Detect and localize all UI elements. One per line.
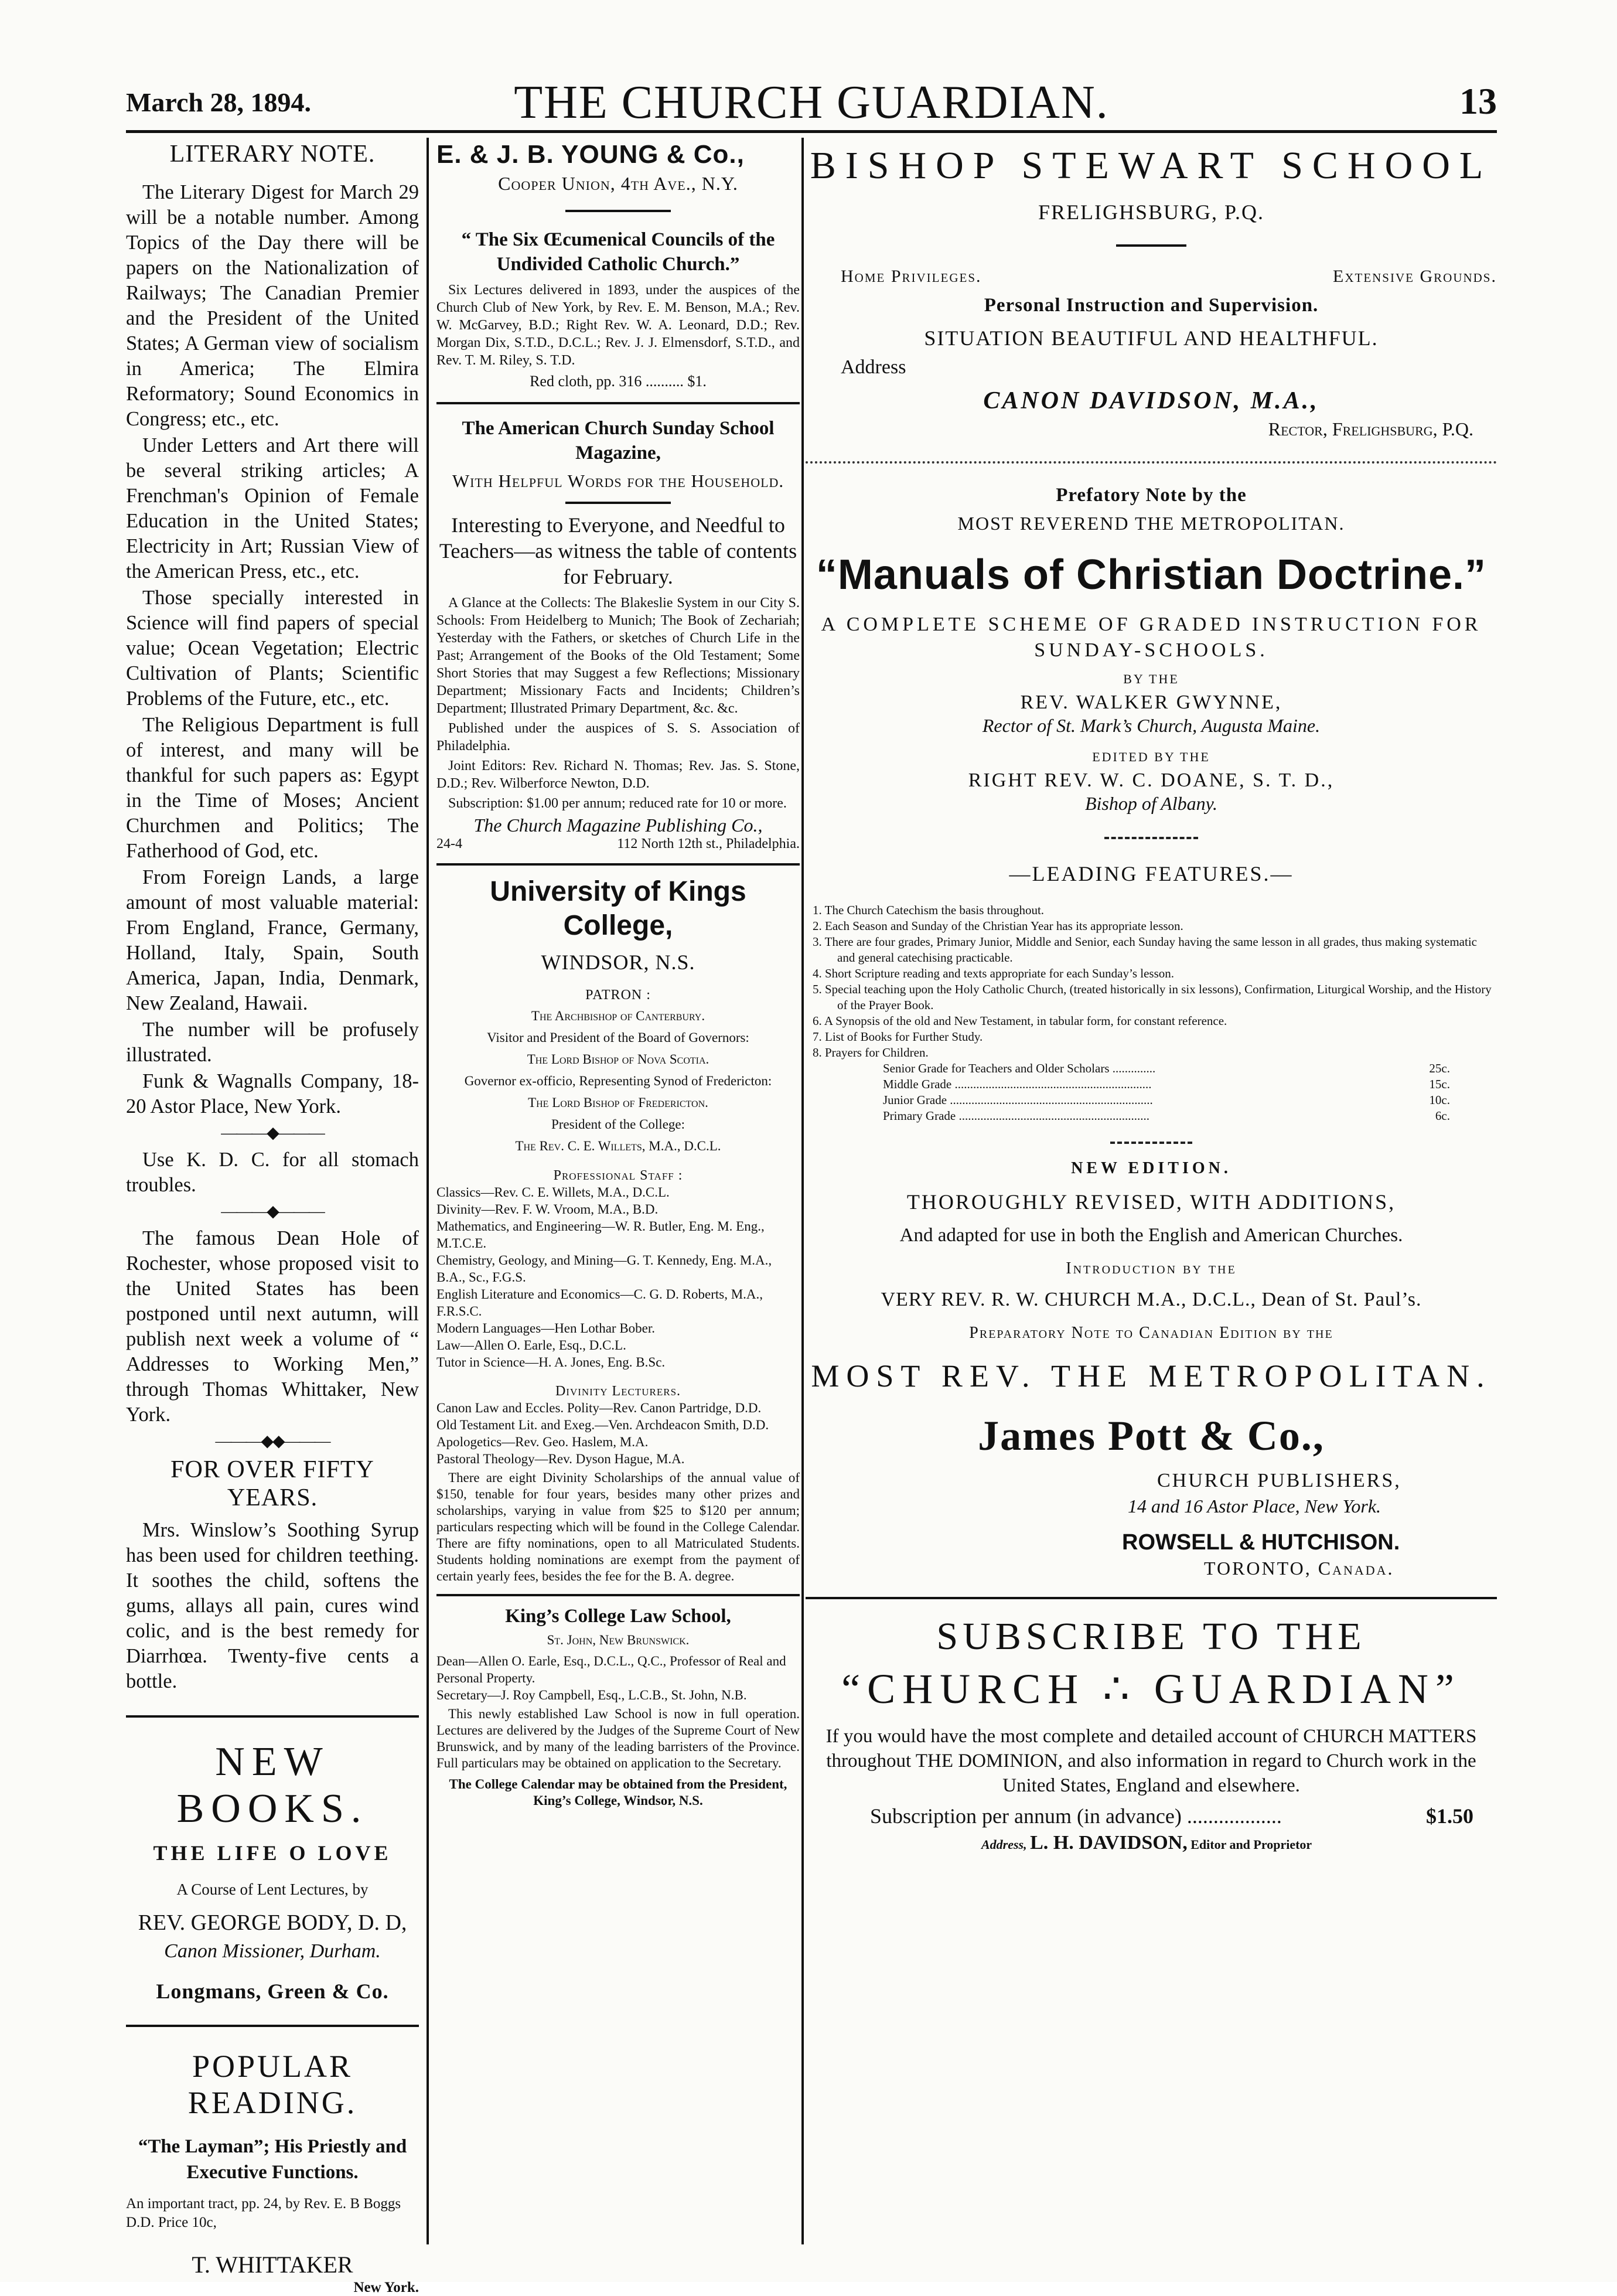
ornament-divider: ———◆——— bbox=[221, 1124, 324, 1142]
lecturer-entry: Apologetics—Rev. Geo. Haslem, M.A. bbox=[436, 1435, 649, 1449]
metropolitan-title: MOST REV. THE METROPOLITAN. bbox=[811, 1358, 1492, 1394]
magazine-address: 112 North 12th st., Philadelphia. bbox=[617, 836, 800, 851]
divider-rule bbox=[1116, 244, 1186, 247]
divider-rule bbox=[565, 210, 671, 212]
paragraph: Under Letters and Art there will be several striking articles; A Frenchman's Opinion of Female Education in the United States; Electricity in Art; Russian View of the American Press, etc., etc. bbox=[126, 434, 419, 582]
divider-rule bbox=[126, 2025, 419, 2027]
section-heading: LITERARY NOTE. bbox=[169, 141, 376, 168]
publisher-name: James Pott & Co., bbox=[978, 1412, 1325, 1459]
ornament-divider: ———◆◆——— bbox=[215, 1432, 330, 1450]
publisher-address: 14 and 16 Astor Place, New York. bbox=[1128, 1496, 1381, 1517]
paragraph: Funk & Wagnalls Company, 18-20 Astor Place, New York. bbox=[126, 1070, 419, 1118]
advertiser-address: Cooper Union, 4th Ave., N.Y. bbox=[498, 173, 738, 194]
divider-rule bbox=[126, 1715, 419, 1718]
metropolitan-line: MOST REVEREND THE METROPOLITAN. bbox=[957, 513, 1345, 534]
newspaper-title: THE CHURCH GUARDIAN. bbox=[514, 77, 1109, 128]
staff-list bbox=[436, 1184, 800, 1371]
grade-price: 10c. bbox=[1429, 1093, 1450, 1107]
book-description: A Course of Lent Lectures, by bbox=[176, 1881, 369, 1898]
magazine-title: The American Church Sunday School Magazine, bbox=[462, 418, 775, 464]
column-left bbox=[126, 138, 419, 2295]
new-books-title: NEW BOOKS. bbox=[176, 1739, 369, 1831]
edited-label: EDITED BY THE bbox=[1092, 750, 1210, 764]
divider-rule bbox=[565, 502, 671, 504]
school-instruction: Personal Instruction and Supervision. bbox=[984, 295, 1319, 316]
manuals-title: “Manuals of Christian Doctrine.” bbox=[816, 551, 1487, 598]
author-role: Canon Missioner, Durham. bbox=[164, 1940, 381, 1962]
scholarships-notice bbox=[436, 1470, 800, 1585]
publisher-subtitle: CHURCH PUBLISHERS, bbox=[1157, 1470, 1401, 1491]
school-situation: SITUATION BEAUTIFUL AND HEALTHFUL. bbox=[924, 326, 1379, 350]
law-school-description bbox=[436, 1706, 800, 1772]
staff-entry: Law—Allen O. Earle, Esq., D.C.L. bbox=[436, 1338, 626, 1353]
school-location: FRELIGHSBURG, P.Q. bbox=[1038, 200, 1265, 224]
feature-item: 6. A Synopsis of the old and New Testament, in tabular form, for constant reference. bbox=[813, 1014, 1227, 1028]
school-title: BISHOP STEWART SCHOOL bbox=[810, 144, 1493, 187]
divinity-lecturers-list bbox=[436, 1399, 800, 1467]
university-title: University of Kings College, bbox=[490, 876, 746, 941]
staff-heading: Professional Staff : bbox=[553, 1168, 683, 1183]
revised-line: THOROUGHLY REVISED, WITH ADDITIONS, bbox=[906, 1190, 1396, 1214]
book-title: THE LIFE O LOVE bbox=[153, 1841, 392, 1865]
contact-role: Rector, Frelighsburg, P.Q. bbox=[1268, 418, 1473, 440]
column-divider bbox=[427, 138, 429, 2244]
paragraph: Mrs. Winslow’s Soothing Syrup has been used for children teething. It soothes the child, softens the gums, allays all pain, cures wind colic, and is the best remedy for Diarrhœa. Twenty-five cents a bottle. bbox=[126, 1519, 419, 1692]
dashed-divider bbox=[1110, 1142, 1192, 1144]
school-features-row bbox=[806, 267, 1497, 295]
tract-description: An important tract, pp. 24, by Rev. E. B Boggs D.D. Price 10c, bbox=[126, 2196, 401, 2230]
grade-price: 15c. bbox=[1429, 1077, 1450, 1091]
column-right bbox=[806, 138, 1497, 2244]
book-price: Red cloth, pp. 316 .......... $1. bbox=[530, 373, 707, 390]
subscribe-address bbox=[981, 1832, 1497, 1854]
popular-reading-title: POPULAR READING. bbox=[187, 2049, 357, 2120]
grade-item bbox=[813, 1108, 1497, 1124]
feature-item: 8. Prayers for Children. bbox=[813, 1045, 929, 1060]
price-amount: $1.50 bbox=[1426, 1804, 1473, 1828]
paragraph: The Literary Digest for March 29 will be a notable number. Among Topics of the Day there will be papers on the Nationalization of Railways; The Canadian Premier and the President of the United States; A German view of socialism in America; The Elmira Reformatory; Sound Economics in Congress; etc., etc. bbox=[126, 181, 419, 430]
header-rule bbox=[126, 130, 1497, 133]
divider-rule bbox=[436, 863, 800, 866]
feature-left: Home Privileges. bbox=[841, 267, 982, 286]
visitor-name: The Lord Bishop of Nova Scotia. bbox=[527, 1052, 709, 1067]
law-school-location: St. John, New Brunswick. bbox=[547, 1633, 690, 1647]
patron-heading: PATRON : bbox=[585, 987, 651, 1003]
publisher: T. WHITTAKER bbox=[192, 2251, 353, 2278]
agent-location: TORONTO, Canada. bbox=[1204, 1558, 1394, 1579]
paragraph: This newly established Law School is now in full operation. Lectures are delivered by the Judges of the Supreme Court of New Brunswick, and by many of the leading barristers of the Province. Full particulars may be obtained on application to the Secretary. bbox=[436, 1706, 800, 1770]
contact-name: CANON DAVIDSON, M.A., bbox=[983, 387, 1319, 414]
features-heading: —LEADING FEATURES.— bbox=[1009, 862, 1294, 885]
features-list bbox=[813, 902, 1497, 1061]
grade-name: Senior Grade for Teachers and Older Scholars .............. bbox=[883, 1061, 1156, 1075]
paragraph: Six Lectures delivered in 1893, under the auspices of the Church Club of New York, by Rev. E. M. Benson, M.A.; Rev. W. McGarvey, B.D.; Right Rev. W. A. Leonard, D.D.; Rev. Morgan Dix, S.T.D., D.C.L.; Rev. J. J. Elmensdorf, S.T.D., and Rev. T. M. Riley, S. T.D. bbox=[436, 282, 800, 368]
divinity-heading: Divinity Lecturers. bbox=[555, 1384, 681, 1399]
editor-name: L. H. DAVIDSON, bbox=[1030, 1832, 1188, 1854]
masthead bbox=[126, 76, 1497, 135]
address-label: Address bbox=[841, 356, 906, 378]
magazine-subtitle: With Helpful Words for the Household. bbox=[452, 471, 784, 491]
governor-name: The Lord Bishop of Fredericton. bbox=[528, 1095, 708, 1110]
patron-name: The Archbishop of Canterbury. bbox=[531, 1009, 705, 1023]
grade-item bbox=[813, 1092, 1497, 1108]
divider-rule bbox=[436, 1594, 800, 1596]
feature-item: 2. Each Season and Sunday of the Christian Year has its appropriate lesson. bbox=[813, 919, 1183, 933]
tract-title: “The Layman”; His Priestly and Executive Functions. bbox=[138, 2136, 407, 2183]
subscribe-newspaper: “CHURCH ∴ GUARDIAN” bbox=[841, 1665, 1461, 1712]
paragraph: The Religious Department is full of interest, and many will be thankful for such papers as: Egypt in the Time of Moses; Ancient Churchmen and Politics; The Fatherhood of God, etc. bbox=[126, 714, 419, 862]
law-school-officers bbox=[436, 1653, 800, 1704]
new-edition-label: NEW EDITION. bbox=[1071, 1159, 1231, 1177]
staff-entry: Tutor in Science—H. A. Jones, Eng. B.Sc. bbox=[436, 1355, 666, 1370]
subscribe-body: If you would have the most complete and detailed account of CHURCH MATTERS throughout THE DOMINION, and also information in regard to Church work in the United States, England and elsewhere. bbox=[825, 1726, 1477, 1796]
column-divider bbox=[801, 138, 804, 2244]
university-location: WINDSOR, N.S. bbox=[541, 951, 695, 974]
section-heading: FOR OVER FIFTY YEARS. bbox=[170, 1456, 374, 1511]
divider-rule bbox=[806, 1597, 1497, 1599]
feature-item: 5. Special teaching upon the Holy Catholic Church, (treated historically in six lessons), Confirmation, Liturgical Worship, and the History of the Prayer Book. bbox=[813, 982, 1492, 1012]
magazine-address-line bbox=[436, 836, 800, 854]
issue-date: March 28, 1894. bbox=[126, 87, 312, 117]
agent-name: ROWSELL & HUTCHISON. bbox=[1122, 1530, 1400, 1555]
staff-entry: Modern Languages—Hen Lothar Bober. bbox=[436, 1321, 656, 1336]
price-label: Subscription per annum (in advance) .................. bbox=[870, 1804, 1282, 1828]
grade-price: 6c. bbox=[1435, 1109, 1450, 1123]
paragraph: There are eight Divinity Scholarships of the annual value of $150, tenable for four years, besides many other prizes and scholarships, varying in value from $25 to $120 per annum; particulars respecting which will be found in the College Calendar. There are fifty nominations, open to all Matriculated Students. Students holding nominations are exempt from the payment of certain yearly fees, besides the fee for the B. A. degree. bbox=[436, 1470, 800, 1583]
law-school-title: King’s College Law School, bbox=[505, 1606, 731, 1627]
grade-item bbox=[813, 1061, 1497, 1077]
paragraph: A Glance at the Collects: The Blakeslie System in our City S. Schools: From Heidelberg to Munich; The Book of Zechariah; Yesterday with the Fathers, or sketches of Church Life in the Past; Arrangement of the Books of the Old Testament; Some Short Stories that may Suggest a few Reflections; Missionary Department; Missionary Facts and Incidents; Children’s Department; Illustrated Primary Department, &c. &c. bbox=[436, 595, 800, 716]
author-role: Rector of St. Mark’s Church, Augusta Maine. bbox=[982, 715, 1321, 736]
book-description bbox=[436, 281, 800, 369]
magazine-lead: Interesting to Everyone, and Needful to Teachers—as witness the table of contents for February. bbox=[439, 513, 797, 588]
paragraph: The famous Dean Hole of Rochester, whose proposed visit to the United States has been postponed until next autumn, will publish next week a volume of “ Addresses to Working Men,” through Thomas Whittaker, New York. bbox=[126, 1227, 419, 1426]
law-dean: Dean—Allen O. Earle, Esq., D.C.L., Q.C., Professor of Real and Personal Property. bbox=[436, 1654, 786, 1685]
kdc-notice bbox=[126, 1147, 419, 1198]
ad-code: 24-4 bbox=[436, 836, 462, 851]
president-label: President of the College: bbox=[551, 1117, 685, 1132]
page-number: 13 bbox=[1459, 80, 1497, 122]
subscribe-heading: SUBSCRIBE TO THE bbox=[936, 1615, 1366, 1658]
manuals-editor: RIGHT REV. W. C. DOANE, S. T. D., bbox=[968, 769, 1335, 791]
staff-entry: English Literature and Economics—C. G. D. Roberts, M.A., F.R.S.C. bbox=[436, 1287, 763, 1319]
president-name: The Rev. C. E. Willets, M.A., D.C.L. bbox=[515, 1139, 721, 1153]
grade-price: 25c. bbox=[1429, 1061, 1450, 1075]
subscription-price-line bbox=[870, 1804, 1497, 1831]
dotted-divider bbox=[806, 461, 1497, 464]
preparatory-line: Preparatory Note to Canadian Edition by the bbox=[969, 1324, 1333, 1342]
manuals-scheme: A COMPLETE SCHEME OF GRADED INSTRUCTION FOR SUNDAY-SCHOOLS. bbox=[821, 614, 1482, 661]
feature-item: 3. There are four grades, Primary Junior, Middle and Senior, each Sunday having the same lesson in all grades, thus making systematic and general catechising practicable. bbox=[813, 935, 1477, 965]
lecturer-entry: Pastoral Theology—Rev. Dyson Hague, M.A. bbox=[436, 1452, 685, 1466]
divider-rule bbox=[436, 402, 800, 404]
grade-name: Junior Grade .................................................................. bbox=[883, 1093, 1153, 1107]
publisher-location: New York. bbox=[353, 2280, 419, 2295]
column-middle bbox=[436, 138, 800, 2244]
address-label: Address, bbox=[981, 1837, 1027, 1852]
grade-item bbox=[813, 1077, 1497, 1092]
paragraph: The number will be profusely illustrated. bbox=[126, 1018, 419, 1066]
staff-entry: Chemistry, Geology, and Mining—G. T. Kennedy, Eng. M.A., B.A., Sc., F.G.S. bbox=[436, 1253, 772, 1285]
advertiser-name: E. & J. B. YOUNG & Co., bbox=[436, 140, 745, 169]
feature-right: Extensive Grounds. bbox=[1333, 267, 1497, 286]
dashed-divider bbox=[1104, 837, 1198, 839]
magazine-publisher: The Church Magazine Publishing Co., bbox=[473, 815, 763, 836]
book-author: REV. GEORGE BODY, D. D, bbox=[138, 1910, 407, 1935]
manuals-author: REV. WALKER GWYNNE, bbox=[1020, 691, 1282, 713]
editor-role: Editor and Proprietor bbox=[1190, 1837, 1312, 1852]
byline-label: BY THE bbox=[1123, 672, 1179, 686]
feature-item: 4. Short Scripture reading and texts appropriate for each Sunday’s lesson. bbox=[813, 966, 1175, 980]
magazine-contents bbox=[436, 594, 800, 812]
staff-entry: Classics—Rev. C. E. Willets, M.A., D.C.L. bbox=[436, 1185, 670, 1200]
visitor-label: Visitor and President of the Board of Governors: bbox=[487, 1030, 749, 1045]
prefatory-note: Prefatory Note by the bbox=[1056, 485, 1247, 506]
publisher: Longmans, Green & Co. bbox=[156, 1980, 389, 2003]
grade-name: Middle Grade ................................................................ bbox=[883, 1077, 1152, 1091]
paragraph: Those specially interested in Science will find papers of special value; Ocean Vegetation; Electric Cultivation of Plants; Scientific Problems of the Future, etc., etc. bbox=[126, 587, 419, 710]
governor-label: Governor ex-officio, Representing Synod of Fredericton: bbox=[464, 1074, 772, 1088]
dean-hole-notice bbox=[126, 1226, 419, 1428]
staff-entry: Divinity—Rev. F. W. Vroom, M.A., B.D. bbox=[436, 1202, 659, 1217]
paragraph: Use K. D. C. for all stomach troubles. bbox=[126, 1149, 419, 1196]
introduction-line: Introduction by the bbox=[1066, 1259, 1237, 1278]
ornament-divider: ———◆——— bbox=[221, 1202, 324, 1221]
paragraph: Subscription: $1.00 per annum; reduced rate for 10 or more. bbox=[448, 796, 787, 811]
book-title: “ The Six Œcumenical Councils of the Undivided Catholic Church.” bbox=[461, 229, 775, 275]
lecturer-entry: Canon Law and Eccles. Polity—Rev. Canon Partridge, D.D. bbox=[436, 1401, 762, 1415]
paragraph: From Foreign Lands, a large amount of most valuable material: From England, France, Germany, Holland, Italy, Spain, South America, Japan, India, Denmark, New Zealand, Hawaii. bbox=[126, 866, 419, 1014]
grade-name: Primary Grade .............................................................. bbox=[883, 1109, 1149, 1123]
feature-item: 7. List of Books for Further Study. bbox=[813, 1030, 983, 1044]
law-secretary: Secretary—J. Roy Campbell, Esq., L.C.B., St. John, N.B. bbox=[436, 1688, 747, 1702]
literary-note bbox=[126, 180, 419, 1119]
adapted-line: And adapted for use in both the English and American Churches. bbox=[899, 1225, 1403, 1246]
staff-entry: Mathematics, and Engineering—W. R. Butler, Eng. M. Eng., M.T.C.E. bbox=[436, 1219, 765, 1251]
grade-prices bbox=[813, 1061, 1497, 1124]
editor-role: Bishop of Albany. bbox=[1084, 793, 1218, 814]
winslow-ad bbox=[126, 1518, 419, 1694]
calendar-notice: The College Calendar may be obtained from the President, King’s College, Windsor, N.S. bbox=[449, 1777, 787, 1808]
lecturer-entry: Old Testament Lit. and Exeg.—Ven. Archdeacon Smith, D.D. bbox=[436, 1418, 769, 1432]
paragraph: Joint Editors: Rev. Richard N. Thomas; Rev. Jas. S. Stone, D.D.; Rev. Wilberforce Newton, D.D. bbox=[436, 758, 800, 791]
paragraph: Published under the auspices of S. S. Association of Philadelphia. bbox=[436, 721, 800, 754]
feature-item: 1. The Church Catechism the basis throughout. bbox=[813, 903, 1045, 917]
introduction-author: VERY REV. R. W. CHURCH M.A., D.C.L., Dean of St. Paul’s. bbox=[881, 1289, 1422, 1310]
